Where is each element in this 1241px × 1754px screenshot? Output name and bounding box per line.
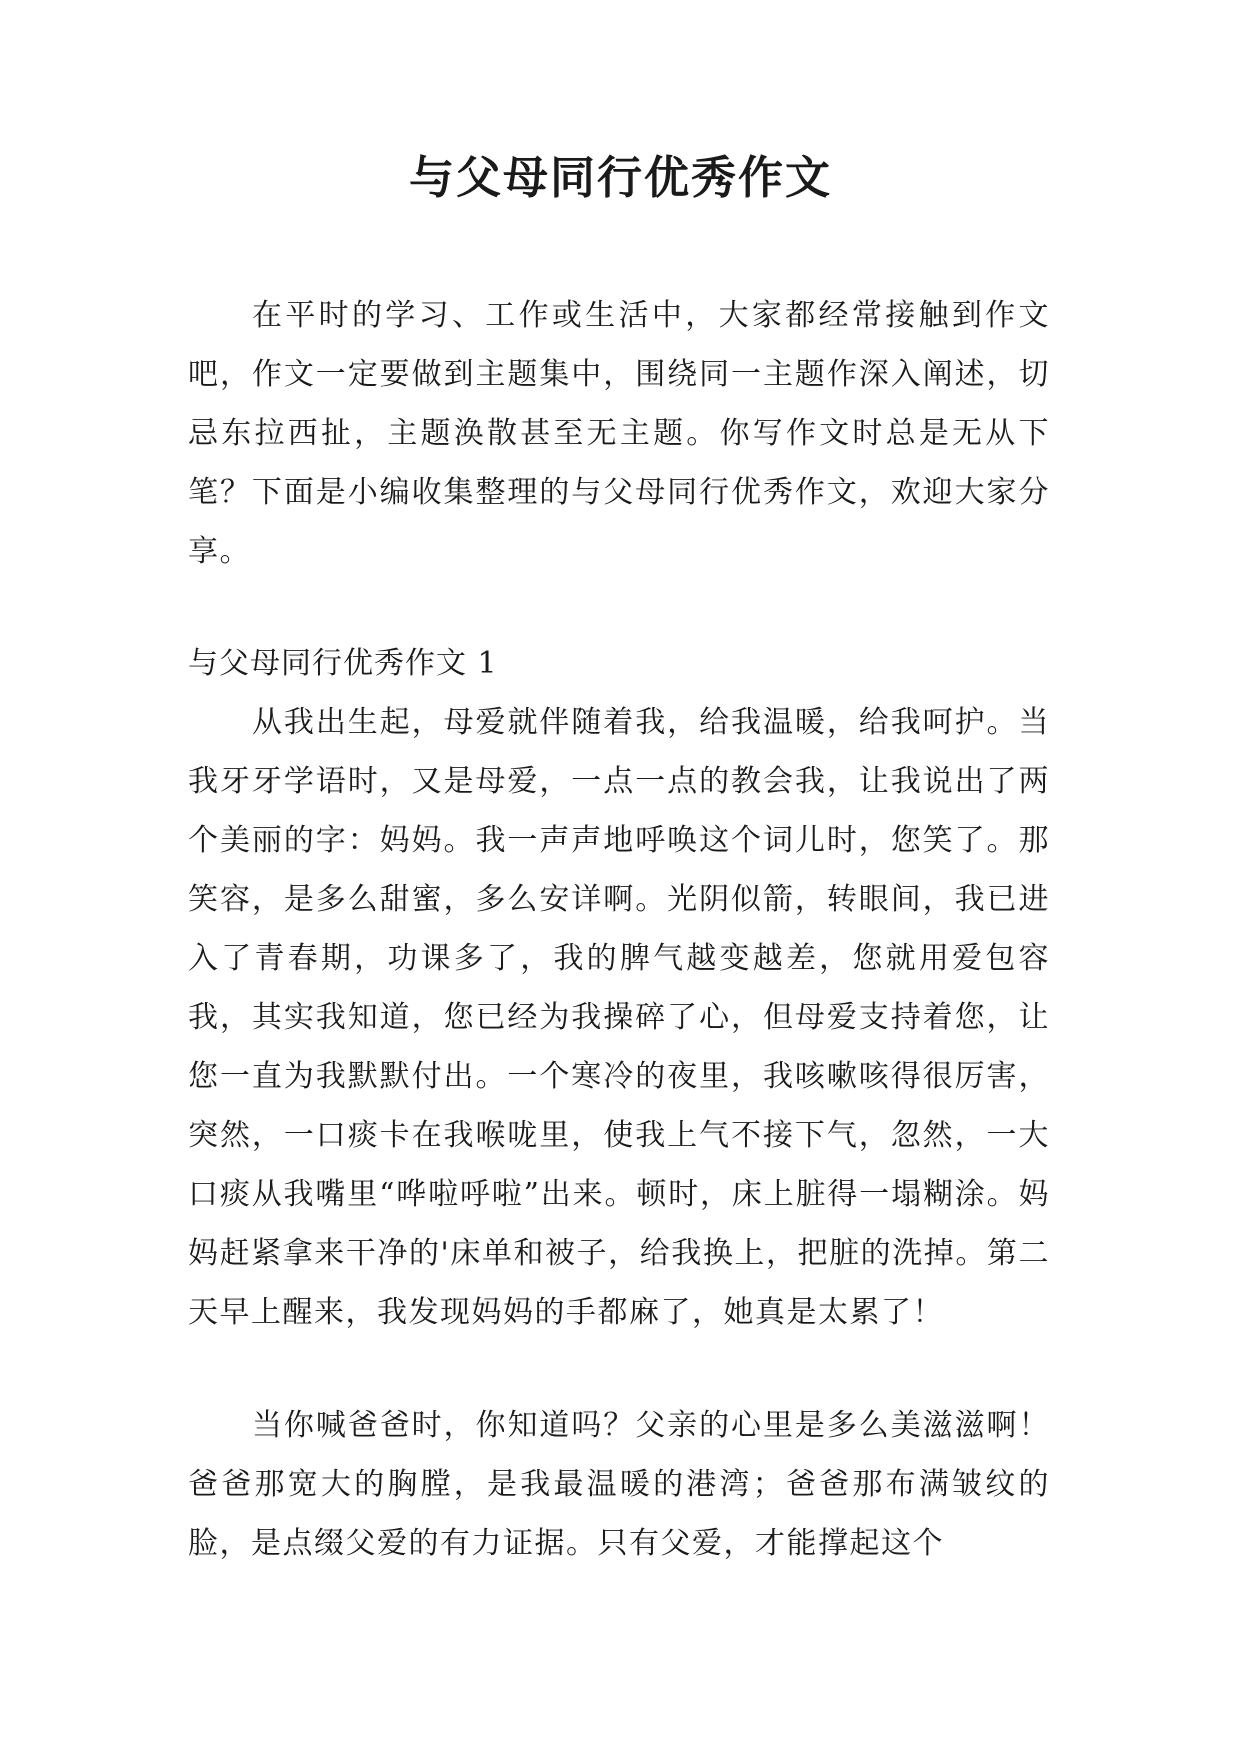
section-heading: 与父母同行优秀作文 1 [188, 646, 498, 681]
intro-paragraph: 在平时的学习、工作或生活中，大家都经常接触到作文吧，作文一定要做到主题集中，围绕同一主题作深入阐述，切忌东拉西扯，主题涣散甚至无主题。你写作文时总是无从下笔？下面是小编收集整理的与父母同行优秀作文，欢迎大家分享。 [188, 298, 1050, 569]
document-title: 与父母同行优秀作文 [408, 151, 832, 204]
body-paragraph: 当你喊爸爸时，你知道吗？父亲的心里是多么美滋滋啊！爸爸那宽大的胸膛，是我最温暖的港湾；爸爸那布满皱纹的脸，是点缀父爱的有力证据。只有父爱，才能撑起这个 [188, 1408, 1050, 1561]
body-paragraph: 从我出生起，母爱就伴随着我，给我温暖，给我呵护。当我牙牙学语时，又是母爱，一点一点的教会我，让我说出了两个美丽的字：妈妈。我一声声地呼唤这个词儿时，您笑了。那笑容，是多么甜蜜，多么安详啊。光阴似箭，转眼间，我已进入了青春期，功课多了，我的脾气越变越差，您就用爱包容我，其实我知道，您已经为我操碎了心，但母爱支持着您，让您一直为我默默付出。一个寒冷的夜里，我咳嗽咳得很厉害，突然，一口痰卡在我喉咙里，使我上气不接下气，忽然，一大口痰从我嘴里“哗啦呼啦”出来。顿时，床上脏得一塌糊涂。妈妈赶紧拿来干净的'床单和被子，给我换上，把脏的洗掉。第二天早上醒来，我发现妈妈的手都麻了，她真是太累了！ [188, 705, 1050, 1330]
